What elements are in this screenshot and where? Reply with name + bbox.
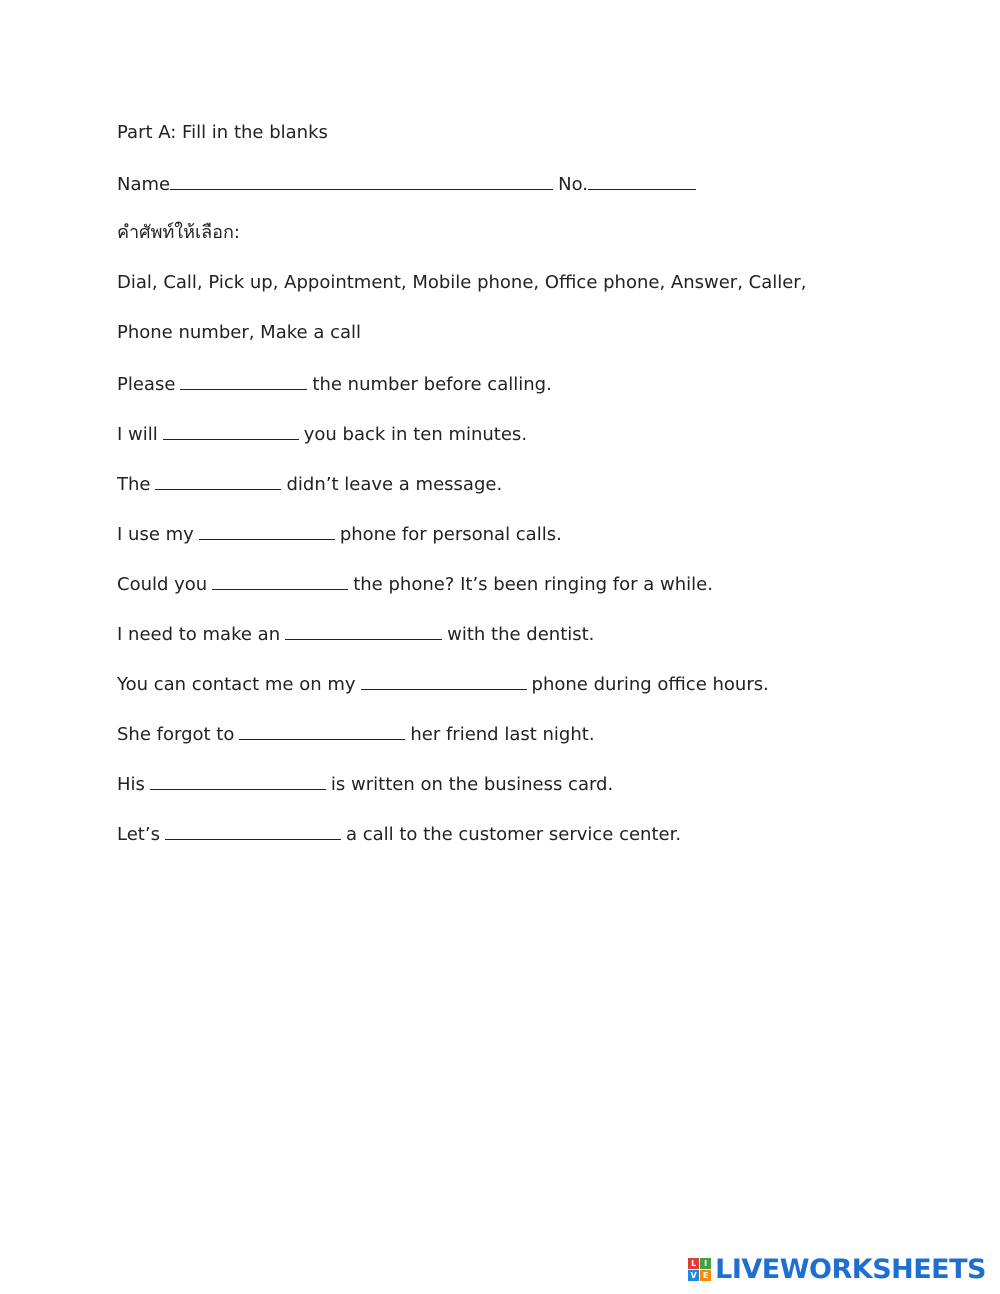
sentence-text-before: Please xyxy=(117,374,176,395)
sentence-text-after: the number before calling. xyxy=(312,374,552,395)
logo-tile: I xyxy=(700,1258,711,1269)
word-bank-line-2: Phone number, Make a call xyxy=(117,322,361,343)
sentence-text-before: I use my xyxy=(117,524,194,545)
sentence-text-after: the phone? It’s been ringing for a while. xyxy=(353,574,713,595)
sentence-text-after: her friend last night. xyxy=(410,724,595,745)
sentence-text-after: you back in ten minutes. xyxy=(303,424,528,445)
sentence-10 xyxy=(117,821,681,847)
answer-blank-2[interactable] xyxy=(163,421,299,440)
logo-tile: E xyxy=(700,1270,711,1281)
answer-blank-9[interactable] xyxy=(150,771,326,790)
answer-blank-3[interactable] xyxy=(155,471,281,490)
number-label: No. xyxy=(558,174,588,195)
sentence-9 xyxy=(117,771,613,797)
word-bank-heading: คำศัพท์ให้เลือก: xyxy=(117,222,240,243)
sentence-text-before: You can contact me on my xyxy=(117,674,356,695)
logo-tile: V xyxy=(688,1270,699,1281)
sentence-2 xyxy=(117,421,527,447)
name-label: Name xyxy=(117,174,171,195)
logo-tiles-icon xyxy=(688,1258,711,1281)
answer-blank-4[interactable] xyxy=(199,521,335,540)
sentence-text-after: didn’t leave a message. xyxy=(286,474,503,495)
sentence-5 xyxy=(117,571,713,597)
answer-blank-6[interactable] xyxy=(285,621,442,640)
sentence-7 xyxy=(117,671,769,697)
sentence-text-before: Could you xyxy=(117,574,208,595)
sentence-4 xyxy=(117,521,562,547)
sentence-text-before: The xyxy=(117,474,151,495)
answer-blank-5[interactable] xyxy=(212,571,348,590)
answer-blank-1[interactable] xyxy=(180,371,307,390)
sentence-text-before: I need to make an xyxy=(117,624,281,645)
word-bank-line-1: Dial, Call, Pick up, Appointment, Mobile phone, Office phone, Answer, Caller, xyxy=(117,272,807,293)
sentence-text-after: phone during office hours. xyxy=(531,674,769,695)
answer-blank-10[interactable] xyxy=(165,821,341,840)
sentence-text-after: is written on the business card. xyxy=(330,774,614,795)
logo-wordmark: LIVEWORKSHEETS xyxy=(715,1253,986,1285)
sentence-text-after: a call to the customer service center. xyxy=(345,824,682,845)
sentence-text-before: His xyxy=(117,774,145,795)
answer-blank-7[interactable] xyxy=(361,671,527,690)
sentence-text-before: She forgot to xyxy=(117,724,235,745)
sentence-1 xyxy=(117,371,552,397)
sentence-text-after: phone for personal calls. xyxy=(339,524,562,545)
name-blank[interactable] xyxy=(170,171,553,190)
logo-tile: L xyxy=(688,1258,699,1269)
sentence-8 xyxy=(117,721,595,747)
liveworksheets-logo[interactable] xyxy=(688,1254,986,1284)
sentence-text-before: I will xyxy=(117,424,158,445)
number-blank[interactable] xyxy=(588,171,696,190)
sentence-3 xyxy=(117,471,502,497)
sentence-6 xyxy=(117,621,594,647)
answer-blank-8[interactable] xyxy=(239,721,405,740)
sentence-text-before: Let’s xyxy=(117,824,160,845)
name-row xyxy=(117,171,701,197)
worksheet-title: Part A: Fill in the blanks xyxy=(117,122,328,143)
sentence-text-after: with the dentist. xyxy=(447,624,595,645)
